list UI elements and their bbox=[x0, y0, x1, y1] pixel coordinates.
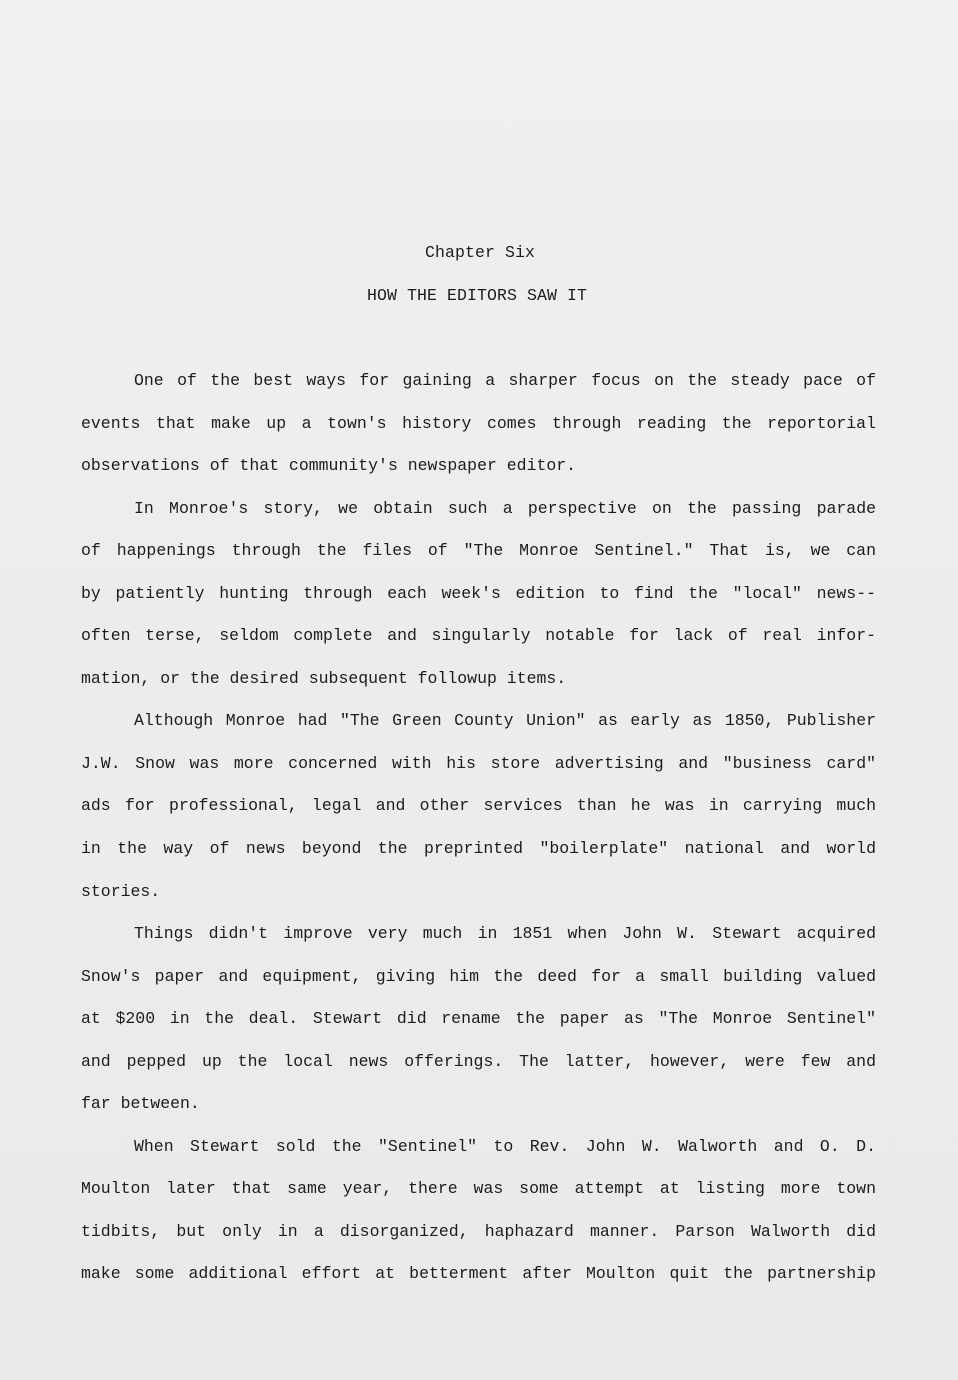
text-line: Moulton later that same year, there was some attempt at listing more town bbox=[81, 1179, 876, 1199]
text-line: events that make up a town's history comes through reading the reportorial bbox=[81, 413, 876, 433]
text-line: often terse, seldom complete and singularly notable for lack of real infor- bbox=[81, 626, 876, 646]
text-line: mation, or the desired subsequent followup items. bbox=[81, 668, 567, 688]
text-line: Things didn't improve very much in 1851 when John W. Stewart acquired bbox=[134, 924, 876, 944]
text-line: by patiently hunting through each week's edition to find the "local" news-- bbox=[81, 583, 876, 603]
paragraph bbox=[81, 360, 876, 488]
text-line: In Monroe's story, we obtain such a perspective on the passing parade bbox=[134, 498, 876, 518]
text-line: stories. bbox=[81, 881, 161, 901]
paragraph bbox=[81, 1126, 876, 1296]
text-line: in the way of news beyond the preprinted "boilerplate" national and world bbox=[81, 839, 876, 859]
paragraph bbox=[81, 913, 876, 1126]
text-line: of happenings through the files of "The Monroe Sentinel." That is, we can bbox=[81, 541, 876, 561]
text-line: observations of that community's newspaper editor. bbox=[81, 456, 577, 476]
text-line: make some additional effort at betterment after Moulton quit the partnership bbox=[81, 1264, 876, 1284]
text-line: and pepped up the local news offerings. The latter, however, were few and bbox=[81, 1051, 876, 1071]
text-line: at $200 in the deal. Stewart did rename the paper as "The Monroe Sentinel" bbox=[81, 1009, 876, 1029]
text-line: tidbits, but only in a disorganized, haphazard manner. Parson Walworth did bbox=[81, 1221, 876, 1241]
chapter-label: Chapter Six bbox=[424, 243, 536, 262]
paragraph bbox=[81, 488, 876, 701]
text-line: Snow's paper and equipment, giving him the deed for a small building valued bbox=[81, 966, 876, 986]
text-line: Although Monroe had "The Green County Union" as early as 1850, Publisher bbox=[134, 711, 876, 731]
text-line: J.W. Snow was more concerned with his store advertising and "business card" bbox=[81, 753, 876, 773]
paragraph bbox=[81, 700, 876, 913]
body-text bbox=[81, 360, 876, 1296]
text-line: ads for professional, legal and other services than he was in carrying much bbox=[81, 796, 876, 816]
text-line: One of the best ways for gaining a sharper focus on the steady pace of bbox=[134, 371, 876, 390]
text-line: When Stewart sold the "Sentinel" to Rev. John W. Walworth and O. D. bbox=[134, 1136, 876, 1156]
chapter-title: HOW THE EDITORS SAW IT bbox=[366, 286, 588, 305]
text-line: far between. bbox=[81, 1094, 200, 1114]
